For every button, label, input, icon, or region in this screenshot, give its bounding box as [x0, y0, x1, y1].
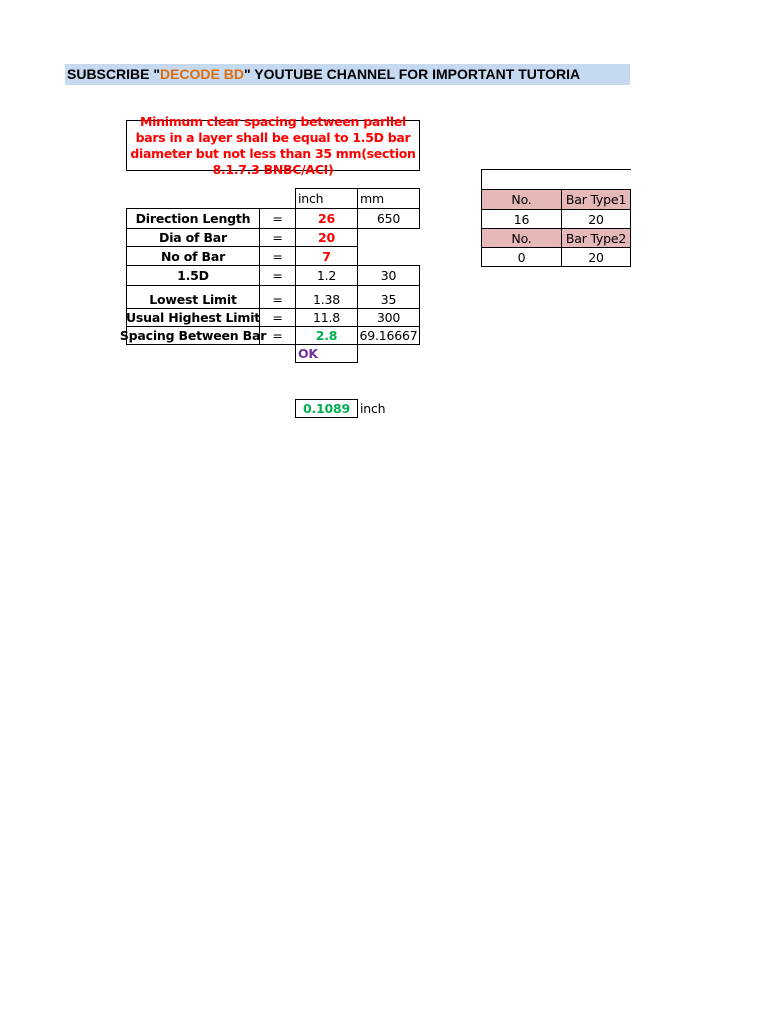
- status-ok-cell[interactable]: OK: [295, 344, 358, 363]
- label-spacing-between-bar[interactable]: Spacing Between Bar: [119, 328, 267, 343]
- inch-usual-highest-limit[interactable]: 11.8: [295, 308, 358, 327]
- eq-lowest-limit[interactable]: =: [259, 285, 296, 309]
- bar-row2-no[interactable]: 0: [481, 247, 562, 267]
- unit-inch-header[interactable]: inch: [295, 188, 358, 209]
- mm-direction-length[interactable]: 650: [357, 208, 420, 229]
- bar-header1-no[interactable]: No.: [481, 189, 562, 210]
- eq-direction-length[interactable]: =: [259, 208, 296, 229]
- mm-spacing-between-bar[interactable]: 69.16667: [357, 326, 420, 345]
- label-1-5d[interactable]: 1.5D: [126, 265, 260, 286]
- eq-dia-of-bar[interactable]: =: [259, 228, 296, 247]
- inch-lowest-limit[interactable]: 1.38: [295, 285, 358, 309]
- label-dia-of-bar[interactable]: Dia of Bar: [126, 228, 260, 247]
- spacing-rule-note: Minimum clear spacing between parllel bars in a layer shall be equal to 1.5D bar diameter but not less than 35 mm(section 8.1.7.3 BNBC/ACI): [126, 120, 420, 171]
- bar-table-top-cell[interactable]: [481, 169, 631, 190]
- bar-header2-type[interactable]: Bar Type2: [561, 228, 631, 248]
- banner-prefix: SUBSCRIBE ": [67, 66, 160, 82]
- eq-no-of-bar[interactable]: =: [259, 246, 296, 266]
- bar-header2-no[interactable]: No.: [481, 228, 562, 248]
- label-usual-highest-limit[interactable]: Usual Highest Limit: [125, 310, 261, 325]
- eq-usual-highest-limit[interactable]: =: [259, 308, 296, 327]
- eq-1-5d[interactable]: =: [259, 265, 296, 286]
- bar-row1-no[interactable]: 16: [481, 209, 562, 229]
- label-lowest-limit[interactable]: Lowest Limit: [126, 285, 260, 309]
- mm-usual-highest-limit[interactable]: 300: [357, 308, 420, 327]
- mm-lowest-limit[interactable]: 35: [357, 285, 420, 309]
- banner-suffix: " YOUTUBE CHANNEL FOR IMPORTANT TUTORIA: [244, 66, 581, 82]
- inch-spacing-between-bar[interactable]: 2.8: [295, 326, 358, 345]
- extra-value-cell[interactable]: 0.1089: [295, 399, 358, 418]
- subscribe-banner: [65, 64, 630, 85]
- inch-no-of-bar[interactable]: 7: [295, 246, 358, 266]
- extra-unit-label: inch: [360, 401, 386, 416]
- mm-1-5d[interactable]: 30: [357, 265, 420, 286]
- inch-dia-of-bar[interactable]: 20: [295, 228, 358, 247]
- inch-1-5d[interactable]: 1.2: [295, 265, 358, 286]
- bar-row1-type[interactable]: 20: [561, 209, 631, 229]
- eq-spacing-between-bar[interactable]: =: [259, 326, 296, 345]
- unit-mm-header[interactable]: mm: [357, 188, 420, 209]
- bar-header1-type[interactable]: Bar Type1: [561, 189, 631, 210]
- inch-direction-length[interactable]: 26: [295, 208, 358, 229]
- bar-row2-type[interactable]: 20: [561, 247, 631, 267]
- label-no-of-bar[interactable]: No of Bar: [126, 246, 260, 266]
- banner-brand: DECODE BD: [159, 66, 244, 82]
- label-direction-length[interactable]: Direction Length: [126, 208, 260, 229]
